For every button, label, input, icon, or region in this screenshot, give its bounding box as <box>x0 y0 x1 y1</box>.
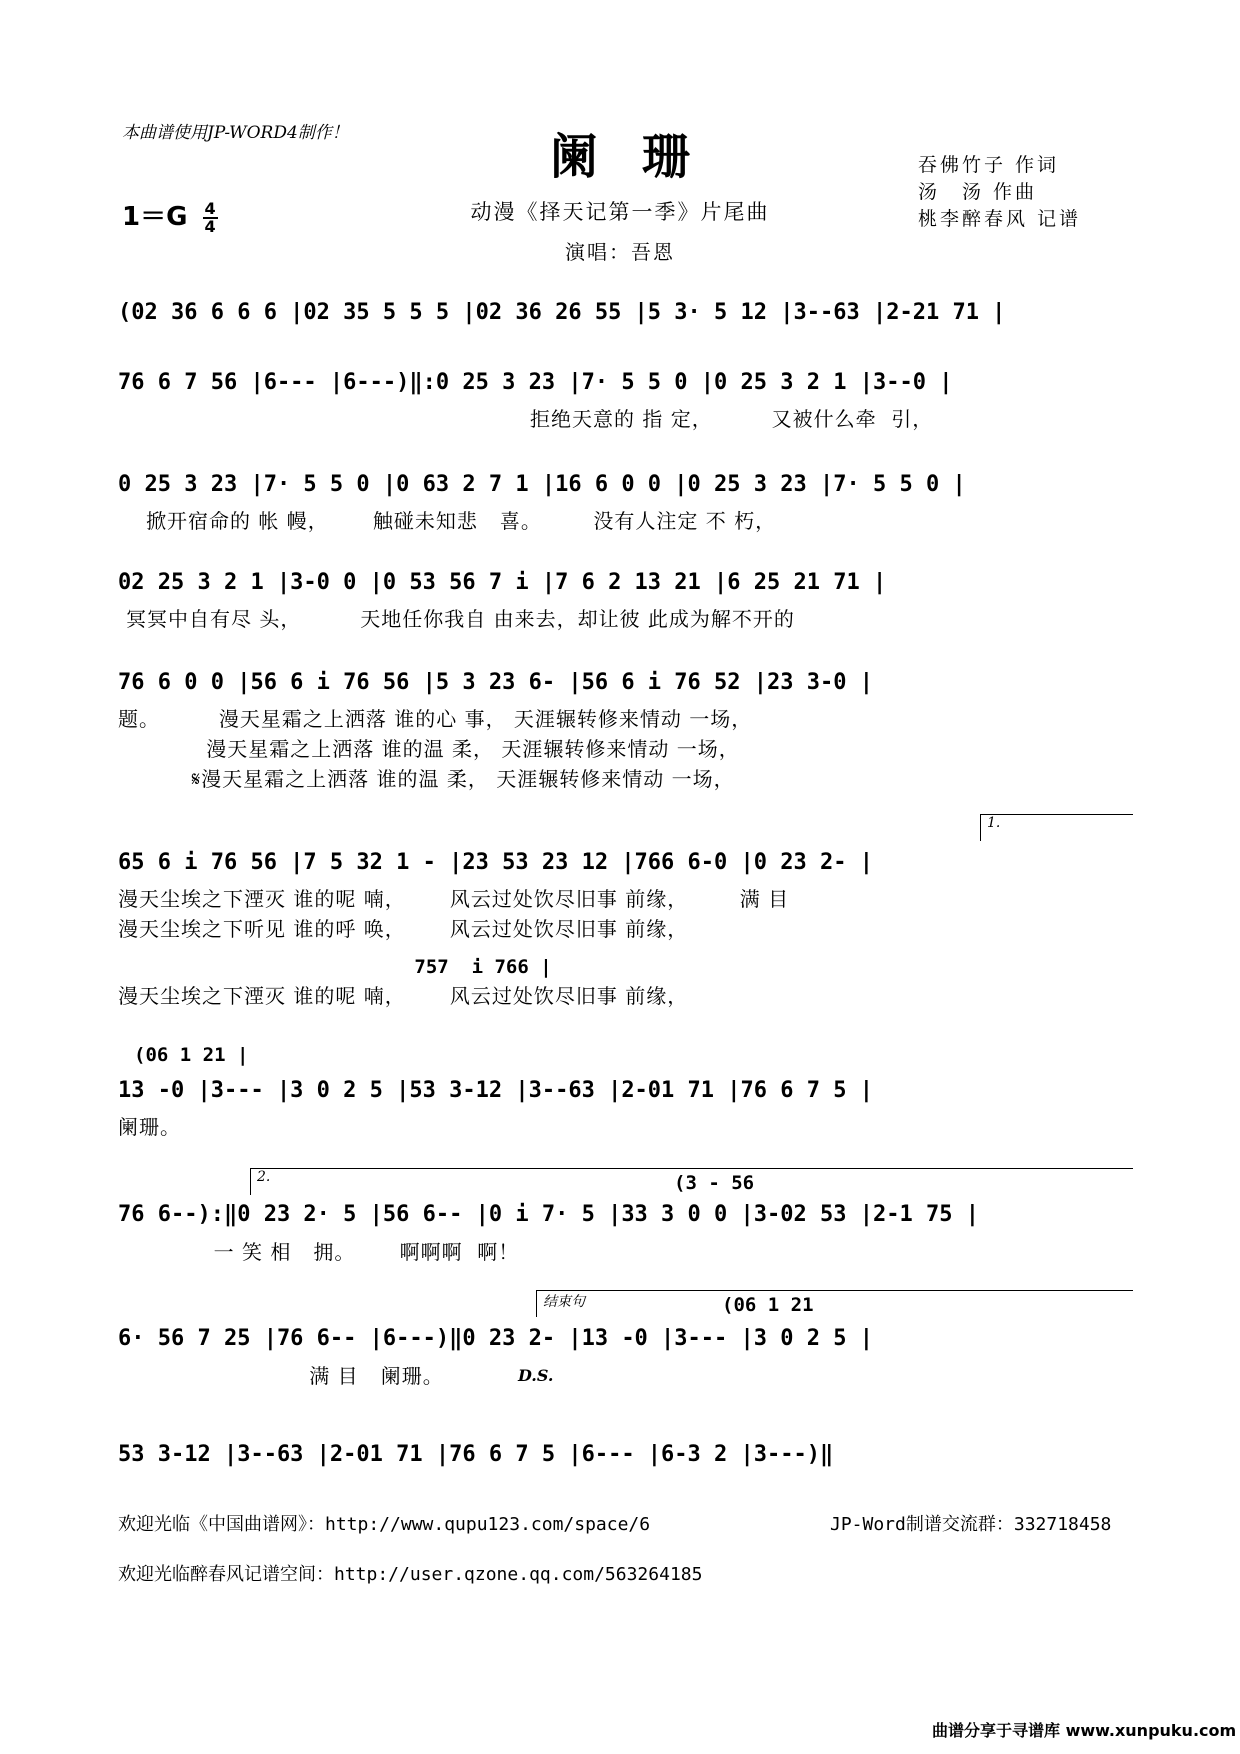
footer-site-2: 欢迎光临醉春风记谱空间：http://user.qzone.qq.com/563264185 <box>118 1564 703 1585</box>
volta-2: 2. <box>250 1168 1133 1195</box>
song-title: 阑珊 <box>549 129 734 185</box>
singer: 演唱：吾恩 <box>565 240 675 264</box>
score-line-1: (02 36 6 6 6 |02 35 5 5 5 |02 36 26 55 |5 3· 5 12 |3--63 |2-21 71 | <box>118 300 1006 325</box>
lyric-line-8: 一 笑 相 拥。 啊啊啊 啊！ <box>118 1240 520 1264</box>
maker-note: 本曲谱使用JP-WORD4制作！ <box>122 123 349 143</box>
score-line-5: 76 6 0 0 |56 6 i 76 56 |5 3 23 6- |56 6 i 76 52 |23 3-0 | <box>118 670 873 695</box>
footer-site-1: 欢迎光临《中国曲谱网》：http://www.qupu123.com/space/6 <box>118 1514 651 1535</box>
score-line-3: 0 25 3 23 |7· 5 5 0 |0 63 2 7 1 |16 6 0 0 |0 25 3 23 |7· 5 5 0 | <box>118 472 966 497</box>
over-notes-line-9: (06 1 21 <box>722 1294 814 1316</box>
score-line-7: 13 -0 |3--- |3 0 2 5 |53 3-12 |3--63 |2-01 71 |76 6 7 5 | <box>118 1078 873 1103</box>
score-line-2: 76 6 7 56 |6--- |6---)‖:0 25 3 23 |7· 5 5 0 |0 25 3 2 1 |3--0 | <box>118 370 953 395</box>
lyricist: 吞佛竹子 作词 <box>918 154 1060 176</box>
lyric-line-7: 阑珊。 <box>118 1115 181 1139</box>
lyric-line-5b: 漫天星霜之上洒落 谁的温 柔， 天涯辗转修来情动 一场， <box>118 737 740 761</box>
over-notes-line-8: (3 - 56 <box>674 1172 755 1194</box>
lyric-line-6a: 漫天尘埃之下湮灭 谁的呢 喃， 风云过处饮尽旧事 前缘， 满 目 <box>118 887 790 911</box>
transcriber: 桃李醉春风 记谱 <box>918 208 1082 230</box>
score-line-4: 02 25 3 2 1 |3-0 0 |0 53 56 7 i |7 6 2 13 21 |6 25 21 71 | <box>118 570 887 595</box>
lyric-line-6c: 漫天尘埃之下湮灭 谁的呢 喃， 风云过处饮尽旧事 前缘， <box>118 984 689 1008</box>
lyric-line-5a: 题。 漫天星霜之上洒落 谁的心 事， 天涯辗转修来情动 一场， <box>118 707 753 731</box>
composer: 汤 汤 作曲 <box>918 181 1038 203</box>
score-line-10: 53 3-12 |3--63 |2-01 71 |76 6 7 5 |6--- |6-3 2 |3---)‖ <box>118 1442 834 1467</box>
lyric-line-9: 满 目 阑珊。 <box>118 1364 444 1388</box>
volta-ending: 结束句 <box>536 1290 1133 1317</box>
prefix-notes-line-7: (06 1 21 | <box>134 1044 249 1066</box>
lyric-line-5c: 𝄋漫天星霜之上洒落 谁的温 柔， 天涯辗转修来情动 一场， <box>118 767 735 791</box>
footer-qq-group: JP-Word制谱交流群：332718458 <box>830 1514 1112 1535</box>
subtitle: 动漫《择天记第一季》片尾曲 <box>470 200 770 224</box>
score-line-8: 76 6--):‖0 23 2· 5 |56 6-- |0 i 7· 5 |33 3 0 0 |3-02 53 |2-1 75 | <box>118 1202 979 1227</box>
volta-1: 1. <box>980 814 1133 841</box>
alt-notes-line-6: 757 i 766 | <box>300 956 552 978</box>
score-line-9: 6· 56 7 25 |76 6-- |6---)‖0 23 2- |13 -0 |3--- |3 0 2 5 | <box>118 1326 873 1351</box>
ds-marking: D.S. <box>518 1366 554 1385</box>
lyric-line-2: 拒绝天意的 指 定， 又被什么牵 引， <box>530 407 934 431</box>
lyric-line-3: 掀开宿命的 帐 幔， 触碰未知悲 喜。 没有人注定 不 朽， <box>146 509 777 533</box>
score-line-6: 65 6 i 76 56 |7 5 32 1 - |23 53 23 12 |766 6-0 |0 23 2- | <box>118 850 873 875</box>
key-label: 1＝G <box>122 202 188 232</box>
footer-brand: 曲谱分享于寻谱库 www.xunpuku.com <box>932 1721 1237 1740</box>
time-denominator: 4 <box>204 216 216 236</box>
time-numerator: 4 <box>204 198 216 218</box>
lyric-line-4: 冥冥中自有尽 头， 天地任你我自 由来去，却让彼 此成为解不开的 <box>126 607 795 631</box>
lyric-line-6b: 漫天尘埃之下听见 谁的呼 唤， 风云过处饮尽旧事 前缘， <box>118 917 689 941</box>
